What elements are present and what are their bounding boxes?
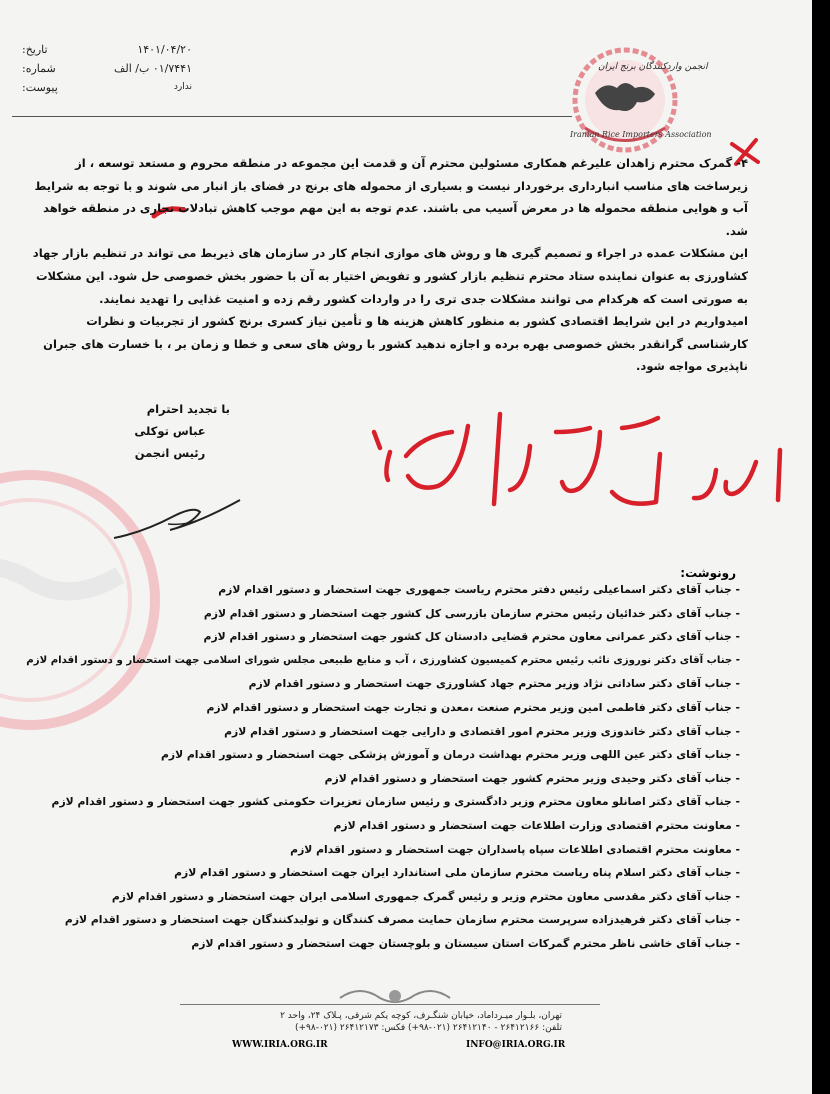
list-item: - جناب آقای دکتر وحیدی وزیر محترم کشور جهت استحضار و دستور اقدام لازم xyxy=(324,771,740,785)
header-divider xyxy=(12,116,572,117)
letter-meta xyxy=(22,40,192,97)
footer-email: INFO@IRIA.ORG.IR xyxy=(466,1040,566,1050)
date-value: ۱۴۰۱/۰۴/۲۰ xyxy=(137,43,192,56)
list-item: - جناب آقای دکتر عین اللهی وزیر محترم بهداشت درمان و آموزش پزشکی جهت استحضار و دستور اقدام لازم xyxy=(160,748,740,762)
list-item: - جناب آقای دکتر خدائیان رئیس محترم سازمان بازرسی کل کشور جهت استحضار و دستور اقدام لازم xyxy=(203,606,740,620)
date-label: تاریخ: xyxy=(22,43,48,56)
list-item: - جناب آقای دکتر اسماعیلی رئیس دفتر محترم ریاست جمهوری جهت استحضار و دستور اقدام لازم xyxy=(218,583,740,596)
list-item: - جناب آقای دکتر مقدسی معاون محترم وزیر و رئیس گمرک جمهوری اسلامی ایران جهت استحضار و دستور اقدام لازم xyxy=(111,889,740,903)
logo-english-text: Iranian Rice Importers Association xyxy=(570,130,712,139)
list-item: - جناب آقای دکتر فاطمی امین وزیر محترم صنعت ،معدن و تجارت جهت استحضار و دستور اقدام لازم xyxy=(206,700,740,714)
footer-phone: تلفن: ۲۶۴۱۲۱۶۶ - ۲۶۴۱۲۱۴۰ (۰۲۱-۹۸+) فکس: ۲۶۴۱۲۱۷۳ (۰۲۱-۹۸+) xyxy=(294,1023,562,1033)
footer-address-block xyxy=(232,1010,562,1034)
list-item: - جناب آقای دکتر نوروزی نائب رئیس محترم کمیسیون کشاورزی ، آب و منابع طبیعی مجلس شورای اسلامی جهت استحضار و دستور اقدام لازم xyxy=(26,654,740,666)
body-paragraph: امیدواریم در این شرایط اقتصادی کشور به منظور کاهش هزینه ها و تأمین نیاز کسری برنج کشور از تجربیات و نظرات کارشناسی گرانقدر بخش خصوصی بهره برده و اجازه ندهید کشور با روش های سعی و خطا و زمان بر ، با خسارت های جبران ناپذیری مواجه شود. xyxy=(43,314,748,374)
list-item: - جناب آقای دکتر اصانلو معاون محترم وزیر دادگستری و رئیس سازمان تعزیرات حکومتی کشور جهت استحضار و دستور اقدام لازم xyxy=(51,795,740,809)
copies-list xyxy=(10,578,740,956)
association-logo xyxy=(555,38,725,158)
list-item: - معاونت محترم اقتصادی اطلاعات سپاه پاسداران جهت استحضار و دستور اقدام لازم xyxy=(290,842,740,856)
body-paragraph: ۴- گمرک محترم زاهدان علیرغم همکاری مسئولین محترم آن و قدمت این مجموعه در منطقه محروم و مستعد توسعه ، از زیرساخت های مناسب انبارداری برخوردار نیست و بسیاری از محموله های برنج در فضای باز انبار می شوند و با توجه به شرایط آب و هوایی منطقه محموله ها در معرض آسیب می باشند. عدم توجه به این مهم موجب کاهش تبادلات تجاری در منطقه خواهد شد. xyxy=(34,156,748,238)
signature-block xyxy=(110,398,230,464)
attachment-label: پیوست: xyxy=(22,81,58,94)
list-item: - جناب آقای دکتر اسلام پناه ریاست محترم سازمان ملی استاندارد ایران جهت استحضار و دستور اقدام لازم xyxy=(174,866,740,880)
signer-name: عباس توکلی xyxy=(134,424,206,438)
handwritten-signature xyxy=(108,496,258,546)
number-value: ۰۱/۷۴۴۱ ب/ الف xyxy=(113,62,192,75)
copies-title: رونوشت: xyxy=(680,566,736,580)
signer-title: رئیس انجمن xyxy=(134,446,206,460)
list-item: - جناب آقای دکتر ساداتی نژاد وزیر محترم جهاد کشاورزی جهت استحضار و دستور اقدام لازم xyxy=(248,677,740,691)
footer-address: تهران، بلـوار میـرداماد، خیابان شنگـرف، کوچه یکم شرقی، پـلاک ۲۴، واحد ۲ xyxy=(280,1011,562,1021)
list-item: - معاونت محترم اقتصادی وزارت اطلاعات جهت استحضار و دستور اقدام لازم xyxy=(333,818,740,832)
handwritten-note xyxy=(360,392,790,527)
footer-divider xyxy=(180,1004,600,1005)
letter-body xyxy=(26,152,748,378)
number-label: شماره: xyxy=(22,62,56,75)
logo-persian-text: انجمن واردکنندگان برنج ایران xyxy=(598,62,708,72)
footer-website: WWW.IRIA.ORG.IR xyxy=(232,1040,328,1050)
closing-text: با تجدید احترام xyxy=(146,402,230,416)
attachment-value: ندارد xyxy=(173,82,192,92)
list-item: - جناب آقای دکتر عمرانی معاون محترم قضایی دادستان کل کشور جهت استحضار و دستور اقدام لازم xyxy=(203,630,740,644)
list-item: - جناب آقای خاشی ناظر محترم گمرکات استان سیستان و بلوچستان جهت استحضار و دستور اقدام لازم xyxy=(191,936,740,950)
body-paragraph: این مشکلات عمده در اجراء و تصمیم گیری ها و روش های موازی انجام کار در سازمان های ذیربط می تواند در تنظیم بازار جهاد کشاورزی به عنوان نماینده ستاد محترم تنظیم بازار کشور و تفویض اختیار به آن با حضور بخش خصوصی حل شود. این مشکلات به صورتی است که هرکدام می توانند مشکلات جدی تری را در واردات کشور رقم زده و امنیت غذایی را تهدید نمایند. xyxy=(32,246,748,306)
list-item: - جناب آقای دکتر فرهیدزاده سرپرست محترم سازمان حمایت مصرف کنندگان و تولیدکنندگان جهت استحضار و دستور اقدام لازم xyxy=(64,913,740,927)
list-item: - جناب آقای دکتر خاندوزی وزیر محترم امور اقتصادی و دارایی جهت استحضار و دستور اقدام لازم xyxy=(224,724,740,738)
